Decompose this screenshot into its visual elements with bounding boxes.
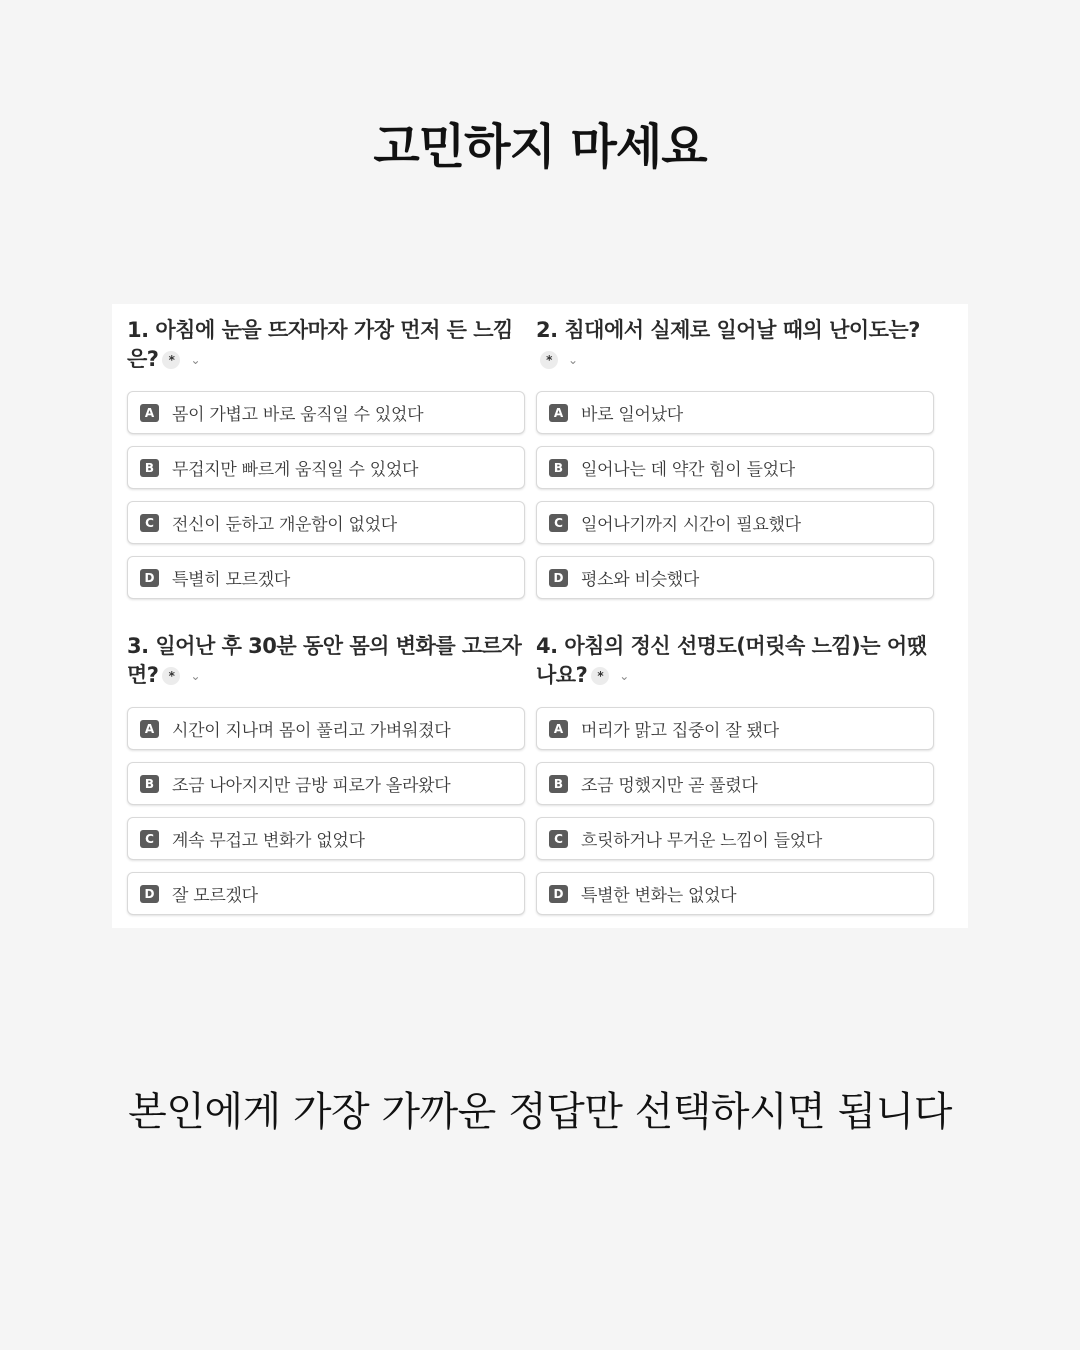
question-text: 1. 아침에 눈을 뜨자마자 가장 먼저 든 느낌은?: [127, 318, 513, 371]
chevron-down-icon[interactable]: ⌄: [190, 352, 201, 367]
option-b[interactable]: [127, 446, 525, 489]
option-label: 일어나는 데 약간 힘이 들었다: [581, 460, 795, 480]
question-text: 2. 침대에서 실제로 일어날 때의 난이도는?: [536, 318, 920, 342]
option-b[interactable]: [536, 762, 934, 805]
option-b[interactable]: [536, 446, 934, 489]
option-c[interactable]: [536, 501, 934, 544]
option-c[interactable]: [536, 817, 934, 860]
survey-panel: [112, 304, 968, 928]
question-title: [127, 632, 527, 690]
option-letter-badge: B: [140, 775, 159, 793]
required-icon: *: [591, 667, 609, 685]
option-letter-badge: D: [549, 569, 568, 587]
option-label: 무겁지만 빠르게 움직일 수 있었다: [172, 460, 419, 480]
option-label: 흐릿하거나 무거운 느낌이 들었다: [581, 831, 823, 851]
option-letter-badge: B: [140, 459, 159, 477]
option-label: 평소와 비슷했다: [581, 570, 699, 590]
question-1: [127, 316, 527, 611]
question-title: [536, 632, 936, 690]
option-list: [127, 391, 527, 599]
required-icon: *: [162, 351, 180, 369]
option-letter-badge: B: [549, 459, 568, 477]
question-title: [536, 316, 936, 374]
option-letter-badge: D: [140, 885, 159, 903]
chevron-down-icon[interactable]: ⌄: [190, 668, 201, 683]
required-icon: *: [162, 667, 180, 685]
option-letter-badge: D: [140, 569, 159, 587]
option-label: 전신이 둔하고 개운함이 없었다: [172, 515, 397, 535]
option-d[interactable]: [127, 872, 525, 915]
option-label: 바로 일어났다: [581, 405, 683, 425]
chevron-down-icon[interactable]: ⌄: [619, 668, 629, 683]
headline: 고민하지 마세요: [373, 119, 707, 175]
option-letter-badge: A: [549, 404, 568, 422]
option-b[interactable]: [127, 762, 525, 805]
option-letter-badge: A: [140, 404, 159, 422]
option-letter-badge: C: [549, 514, 568, 532]
option-label: 특별히 모르겠다: [172, 570, 290, 590]
option-label: 잘 모르겠다: [172, 886, 258, 906]
option-letter-badge: C: [140, 830, 159, 848]
option-a[interactable]: [127, 707, 525, 750]
option-c[interactable]: [127, 501, 525, 544]
option-label: 조금 멍했지만 곧 풀렸다: [581, 776, 758, 796]
option-d[interactable]: [127, 556, 525, 599]
option-a[interactable]: [127, 391, 525, 434]
option-label: 시간이 지나며 몸이 풀리고 가벼워졌다: [172, 721, 451, 741]
option-d[interactable]: [536, 872, 934, 915]
footer-caption: 본인에게 가장 가까운 정답만 선택하시면 됩니다: [128, 1089, 952, 1135]
chevron-down-icon[interactable]: ⌄: [568, 352, 578, 367]
option-label: 일어나기까지 시간이 필요했다: [581, 515, 801, 535]
option-list: [536, 707, 936, 915]
option-label: 계속 무겁고 변화가 없었다: [172, 831, 365, 851]
option-label: 특별한 변화는 없었다: [581, 886, 737, 906]
option-letter-badge: C: [549, 830, 568, 848]
option-letter-badge: C: [140, 514, 159, 532]
required-icon: *: [540, 351, 558, 369]
option-letter-badge: D: [549, 885, 568, 903]
question-text: 3. 일어난 후 30분 동안 몸의 변화를 고르자면?: [127, 634, 522, 687]
question-2: [536, 316, 936, 611]
question-text: 4. 아침의 정신 선명도(머릿속 느낌)는 어땠나요?: [536, 634, 927, 687]
option-letter-badge: A: [549, 720, 568, 738]
option-c[interactable]: [127, 817, 525, 860]
option-a[interactable]: [536, 391, 934, 434]
question-3: [127, 632, 527, 927]
option-label: 머리가 맑고 집중이 잘 됐다: [581, 721, 779, 741]
option-d[interactable]: [536, 556, 934, 599]
question-title: [127, 316, 527, 374]
question-4: [536, 632, 936, 927]
option-letter-badge: B: [549, 775, 568, 793]
option-list: [127, 707, 527, 915]
option-a[interactable]: [536, 707, 934, 750]
option-list: [536, 391, 936, 599]
option-letter-badge: A: [140, 720, 159, 738]
option-label: 몸이 가볍고 바로 움직일 수 있었다: [172, 405, 424, 425]
option-label: 조금 나아지지만 금방 피로가 올라왔다: [172, 776, 451, 796]
